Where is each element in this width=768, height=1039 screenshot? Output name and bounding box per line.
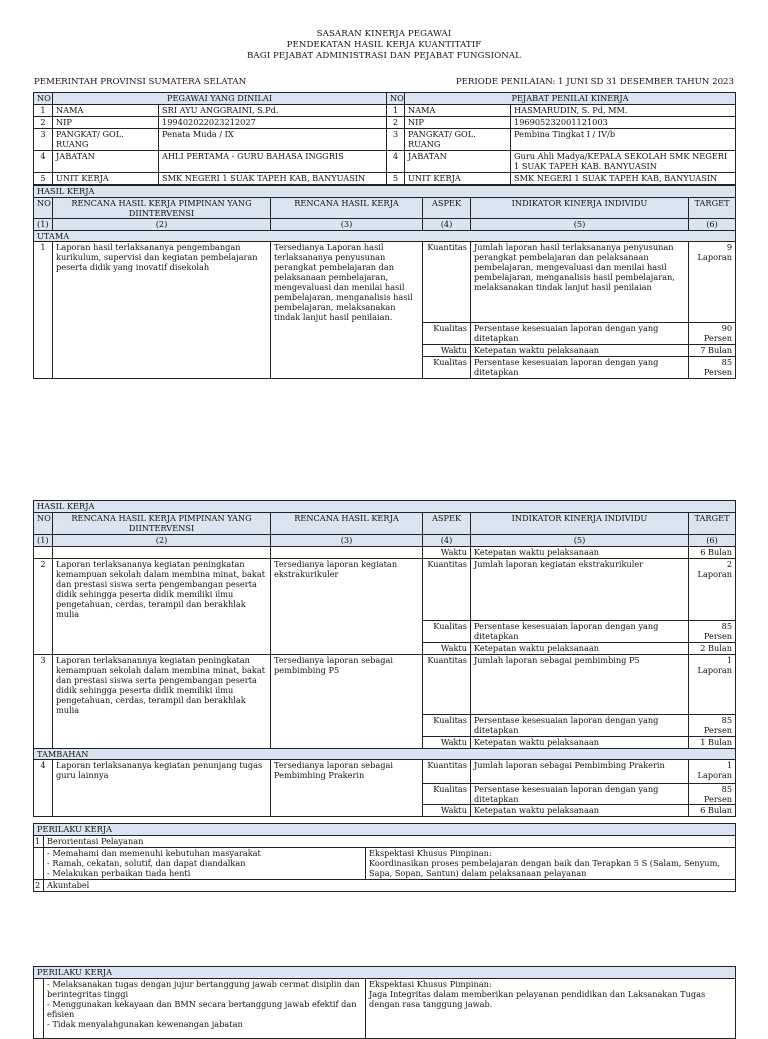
col-number: (6) bbox=[689, 535, 736, 547]
indikator: Jumlah laporan hasil terlaksananya penyusunan perangkat pembelajaran dan pelaksanaan pembelajaran, mengevaluasi dan menilai hasil pembelajaran, menganalisis hasil pembelajaran, melaksanakan tindak lanjut hasil penilaian bbox=[471, 242, 689, 323]
pegawai-unit: SMK NEGERI 1 SUAK TAPEH KAB, BANYUASIN bbox=[159, 173, 387, 185]
perilaku-title: Akuntabel bbox=[44, 880, 736, 892]
table-row bbox=[34, 151, 736, 173]
ekspektasi-label: Ekspektasi Khusus Pimpinan: bbox=[369, 848, 492, 858]
aspek: Kualitas bbox=[423, 323, 471, 345]
col-number: (4) bbox=[423, 535, 471, 547]
indikator: Persentase kesesuaian laporan dengan yang ditetapkan bbox=[471, 784, 689, 805]
section-perilaku: PERILAKU KERJA bbox=[34, 967, 736, 979]
ekspektasi-cell bbox=[366, 848, 736, 880]
field-label: UNIT KERJA bbox=[53, 173, 159, 185]
target: 6 Bulan bbox=[689, 805, 736, 817]
row-no: 4 bbox=[387, 151, 405, 173]
indikator: Ketepatan waktu pelaksanaan bbox=[471, 737, 689, 749]
target: 85 Persen bbox=[689, 621, 736, 643]
penilai-jabatan: Guru Ahli Madya/KEPALA SEKOLAH SMK NEGERI 1 SUAK TAPEH KAB. BANYUASIN bbox=[511, 151, 736, 173]
col-header: TARGET bbox=[689, 198, 736, 219]
list-item: - Melakukan perbaikan tiada henti bbox=[47, 868, 191, 878]
perilaku-table-2 bbox=[33, 966, 736, 1039]
col-no: NO bbox=[34, 93, 53, 105]
aspek: Kualitas bbox=[423, 621, 471, 643]
field-label: JABATAN bbox=[53, 151, 159, 173]
col-header: RENCANA HASIL KERJA PIMPINAN YANG DIINTERVENSI bbox=[53, 513, 271, 535]
row-no: 1 bbox=[34, 242, 53, 379]
perilaku-points bbox=[44, 979, 366, 1039]
row-no: 2 bbox=[34, 117, 53, 129]
ekspektasi-text: Jaga Integritas dalam memberikan pelayanan pendidikan dan Laksanakan Tugas dengan rasa tanggung jawab. bbox=[369, 989, 706, 1009]
hasil-kerja-table-1 bbox=[33, 185, 736, 379]
target: 2 Bulan bbox=[689, 643, 736, 655]
section-utama: UTAMA bbox=[34, 231, 736, 242]
target: 2 Laporan bbox=[689, 559, 736, 621]
row-no: 5 bbox=[34, 173, 53, 185]
target: 90 Persen bbox=[689, 323, 736, 345]
col-header: NO bbox=[34, 513, 53, 535]
table-row bbox=[34, 655, 736, 715]
row-no: 1 bbox=[34, 836, 44, 848]
col-number: (3) bbox=[271, 535, 423, 547]
row-no: 5 bbox=[387, 173, 405, 185]
field-label: NIP bbox=[405, 117, 511, 129]
col-header: RENCANA HASIL KERJA bbox=[271, 198, 423, 219]
ekspektasi-cell bbox=[366, 979, 736, 1039]
aspek: Kuantitas bbox=[423, 760, 471, 784]
table-row bbox=[34, 117, 736, 129]
pegawai-pangkat: Penata Muda / IX bbox=[159, 129, 387, 151]
ekspektasi-label: Ekspektasi Khusus Pimpinan: bbox=[369, 979, 492, 989]
table-row bbox=[34, 760, 736, 784]
field-label: NAMA bbox=[405, 105, 511, 117]
target: 7 Bulan bbox=[689, 345, 736, 357]
ekspektasi-text: Koordinasikan proses pembelajaran dengan baik dan Terapkan 5 S (Salam, Senyum, Sapa, Sopan, Santun) dalam pelaksanaan pelayanan bbox=[369, 858, 720, 878]
col-header: ASPEK bbox=[423, 198, 471, 219]
col-number: (1) bbox=[34, 219, 53, 231]
target: 9 Laporan bbox=[689, 242, 736, 323]
row-no: 1 bbox=[34, 105, 53, 117]
list-item: - Memahami dan memenuhi kebutuhan masyarakat bbox=[47, 848, 261, 858]
aspek: Waktu bbox=[423, 737, 471, 749]
indikator: Persentase kesesuaian laporan dengan yang ditetapkan bbox=[471, 357, 689, 379]
row-no: 2 bbox=[387, 117, 405, 129]
col-header: INDIKATOR KINERJA INDIVIDU bbox=[471, 513, 689, 535]
aspek: Kuantitas bbox=[423, 655, 471, 715]
indikator: Ketepatan waktu pelaksanaan bbox=[471, 547, 689, 559]
row-no: 3 bbox=[34, 129, 53, 151]
list-item: - Melaksanakan tugas dengan jujur bertanggung jawab cermat disiplin dan berintegritas tinggi bbox=[47, 979, 360, 999]
field-label: PANGKAT/ GOL. RUANG bbox=[53, 129, 159, 151]
field-label: JABATAN bbox=[405, 151, 511, 173]
rencana-pimpinan: Laporan terlaksananya kegiatan peningkatan kemampuan sekolah dalam membina minat, bakat dan prestasi siswa serta pengembangan peserta didik sehingga peserta didik memiliki ilmu pengetahuan, cerdas, terampil dan berakhlak mulia bbox=[53, 559, 271, 655]
aspek: Kualitas bbox=[423, 784, 471, 805]
field-label: NIP bbox=[53, 117, 159, 129]
rencana-hasil: Tersedianya Laporan hasil terlaksananya penyusunan perangkat pembelajaran dan pelaksanaan pembelajaran, mengevaluasi dan menilai hasil pembelajaran, menganalisis hasil pembelajaran, melaksanakan tindak lanjut hasil penilaian. bbox=[271, 242, 423, 379]
field-label: NAMA bbox=[53, 105, 159, 117]
indikator: Persentase kesesuaian laporan dengan yang ditetapkan bbox=[471, 715, 689, 737]
col-number: (1) bbox=[34, 535, 53, 547]
rencana-pimpinan: Laporan terlaksananya kegiatan penunjang tugas guru lainnya bbox=[53, 760, 271, 817]
row-no: 3 bbox=[387, 129, 405, 151]
table-row bbox=[34, 880, 736, 892]
target: 85 Persen bbox=[689, 715, 736, 737]
rencana-pimpinan: Laporan hasil terlaksananya pengembangan kurikulum, supervisi dan kegiatan pembelajaran peserta didik yang inovatif disekolah bbox=[53, 242, 271, 379]
document-header bbox=[0, 29, 768, 62]
aspek: Kuantitas bbox=[423, 559, 471, 621]
rencana-hasil: Tersedianya laporan kegiatan ekstrakurikuler bbox=[271, 559, 423, 655]
doc-subtitle: PENDEKATAN HASIL KERJA KUANTITATIF bbox=[286, 40, 482, 50]
perilaku-table-1 bbox=[33, 823, 736, 892]
target: 6 Bulan bbox=[689, 547, 736, 559]
indikator: Ketepatan waktu pelaksanaan bbox=[471, 643, 689, 655]
indikator: Ketepatan waktu pelaksanaan bbox=[471, 805, 689, 817]
aspek: Waktu bbox=[423, 805, 471, 817]
col-header: NO bbox=[34, 198, 53, 219]
penilai-header: PEJABAT PENILAI KINERJA bbox=[405, 93, 736, 105]
field-label: PANGKAT/ GOL. RUANG bbox=[405, 129, 511, 151]
penilai-nip: 196905232001121003 bbox=[511, 117, 736, 129]
target: 85 Persen bbox=[689, 784, 736, 805]
col-number: (5) bbox=[471, 219, 689, 231]
row-no: 1 bbox=[387, 105, 405, 117]
table-row bbox=[34, 105, 736, 117]
rencana-hasil: Tersedianya laporan sebagai Pembimbing Prakerin bbox=[271, 760, 423, 817]
field-label: UNIT KERJA bbox=[405, 173, 511, 185]
row-no: 3 bbox=[34, 655, 53, 749]
aspek: Waktu bbox=[423, 643, 471, 655]
table-row bbox=[34, 836, 736, 848]
col-number: (4) bbox=[423, 219, 471, 231]
target: 1 Laporan bbox=[689, 655, 736, 715]
col-header: INDIKATOR KINERJA INDIVIDU bbox=[471, 198, 689, 219]
perilaku-points bbox=[44, 848, 366, 880]
rencana-pimpinan: Laporan terlaksanannya kegiatan peningkatan kemampuan sekolah dalam membina minat, bakat dan prestasi siswa serta pengembangan peserta didik sehingga peserta didik memiliki ilmu pengetahuan, cerdas, terampil dan berakhlak mulia bbox=[53, 655, 271, 749]
row-no: 2 bbox=[34, 880, 44, 892]
indikator: Jumlah laporan kegiatan ekstrakurikuler bbox=[471, 559, 689, 621]
target: 1 Bulan bbox=[689, 737, 736, 749]
section-perilaku: PERILAKU KERJA bbox=[34, 824, 736, 836]
col-number: (6) bbox=[689, 219, 736, 231]
col-header: RENCANA HASIL KERJA bbox=[271, 513, 423, 535]
col-number: (2) bbox=[53, 535, 271, 547]
col-header: ASPEK bbox=[423, 513, 471, 535]
rencana-hasil: Tersedianya laporan sebagai pembimbing P5 bbox=[271, 655, 423, 749]
col-number: (5) bbox=[471, 535, 689, 547]
table-row bbox=[34, 979, 736, 1039]
row-no: 2 bbox=[34, 559, 53, 655]
penilai-pangkat: Pembina Tingkat I / IV/b bbox=[511, 129, 736, 151]
col-header: RENCANA HASIL KERJA PIMPINAN YANG DIINTERVENSI bbox=[53, 198, 271, 219]
penilai-unit: SMK NEGERI 1 SUAK TAPEH KAB, BANYUASIN bbox=[511, 173, 736, 185]
section-hasil-kerja: HASIL KERJA bbox=[34, 501, 736, 513]
aspek: Kuantitas bbox=[423, 242, 471, 323]
indikator: Ketepatan waktu pelaksanaan bbox=[471, 345, 689, 357]
doc-title: SASARAN KINERJA PEGAWAI bbox=[316, 29, 452, 39]
doc-subtitle-2: BAGI PEJABAT ADMINISTRASI DAN PEJABAT FUNGSIONAL bbox=[247, 51, 521, 61]
indikator: Jumlah laporan sebagai Pembimbing Prakerin bbox=[471, 760, 689, 784]
aspek: Waktu bbox=[423, 547, 471, 559]
pegawai-nip: 199402022023212027 bbox=[159, 117, 387, 129]
table-row bbox=[34, 559, 736, 621]
aspek: Waktu bbox=[423, 345, 471, 357]
pegawai-nama: SRI AYU ANGGRAINI, S.Pd. bbox=[159, 105, 387, 117]
table-row bbox=[34, 848, 736, 880]
col-number: (2) bbox=[53, 219, 271, 231]
target: 85 Persen bbox=[689, 357, 736, 379]
row-no: 4 bbox=[34, 151, 53, 173]
list-item: - Tidak menyalahgunakan kewenangan jabatan bbox=[47, 1019, 243, 1029]
list-item: - Ramah, cekatan, solutif, dan dapat diandalkan bbox=[47, 858, 246, 868]
indikator: Persentase kesesuaian laporan dengan yang ditetapkan bbox=[471, 621, 689, 643]
col-header: TARGET bbox=[689, 513, 736, 535]
aspek: Kualitas bbox=[423, 715, 471, 737]
meta-row bbox=[34, 77, 734, 87]
hasil-kerja-table-2 bbox=[33, 500, 736, 817]
table-row bbox=[34, 547, 736, 559]
indikator: Persentase kesesuaian laporan dengan yang ditetapkan bbox=[471, 323, 689, 345]
table-row bbox=[34, 129, 736, 151]
identity-table bbox=[33, 92, 736, 185]
col-no: NO bbox=[387, 93, 405, 105]
pegawai-header: PEGAWAI YANG DINILAI bbox=[53, 93, 387, 105]
row-no: 4 bbox=[34, 760, 53, 817]
penilai-nama: HASMARUDIN, S. Pd, MM. bbox=[511, 105, 736, 117]
section-hasil-kerja: HASIL KERJA bbox=[34, 186, 736, 198]
aspek: Kualitas bbox=[423, 357, 471, 379]
target: 1 Laporan bbox=[689, 760, 736, 784]
perilaku-title: Berorientasi Pelayanan bbox=[44, 836, 736, 848]
list-item: - Menggunakan kekayaan dan BMN secara bertanggung jawab efektif dan efisien bbox=[47, 999, 357, 1019]
table-row bbox=[34, 173, 736, 185]
col-number: (3) bbox=[271, 219, 423, 231]
instansi-label: PEMERINTAH PROVINSI SUMATERA SELATAN bbox=[34, 77, 247, 87]
indikator: Jumlah laporan sebagai pembimbing P5 bbox=[471, 655, 689, 715]
table-row bbox=[34, 242, 736, 323]
periode-label: PERIODE PENILAIAN: 1 JUNI SD 31 DESEMBER TAHUN 2023 bbox=[455, 77, 734, 87]
section-tambahan: TAMBAHAN bbox=[34, 749, 736, 760]
pegawai-jabatan: AHLI PERTAMA - GURU BAHASA INGGRIS bbox=[159, 151, 387, 173]
